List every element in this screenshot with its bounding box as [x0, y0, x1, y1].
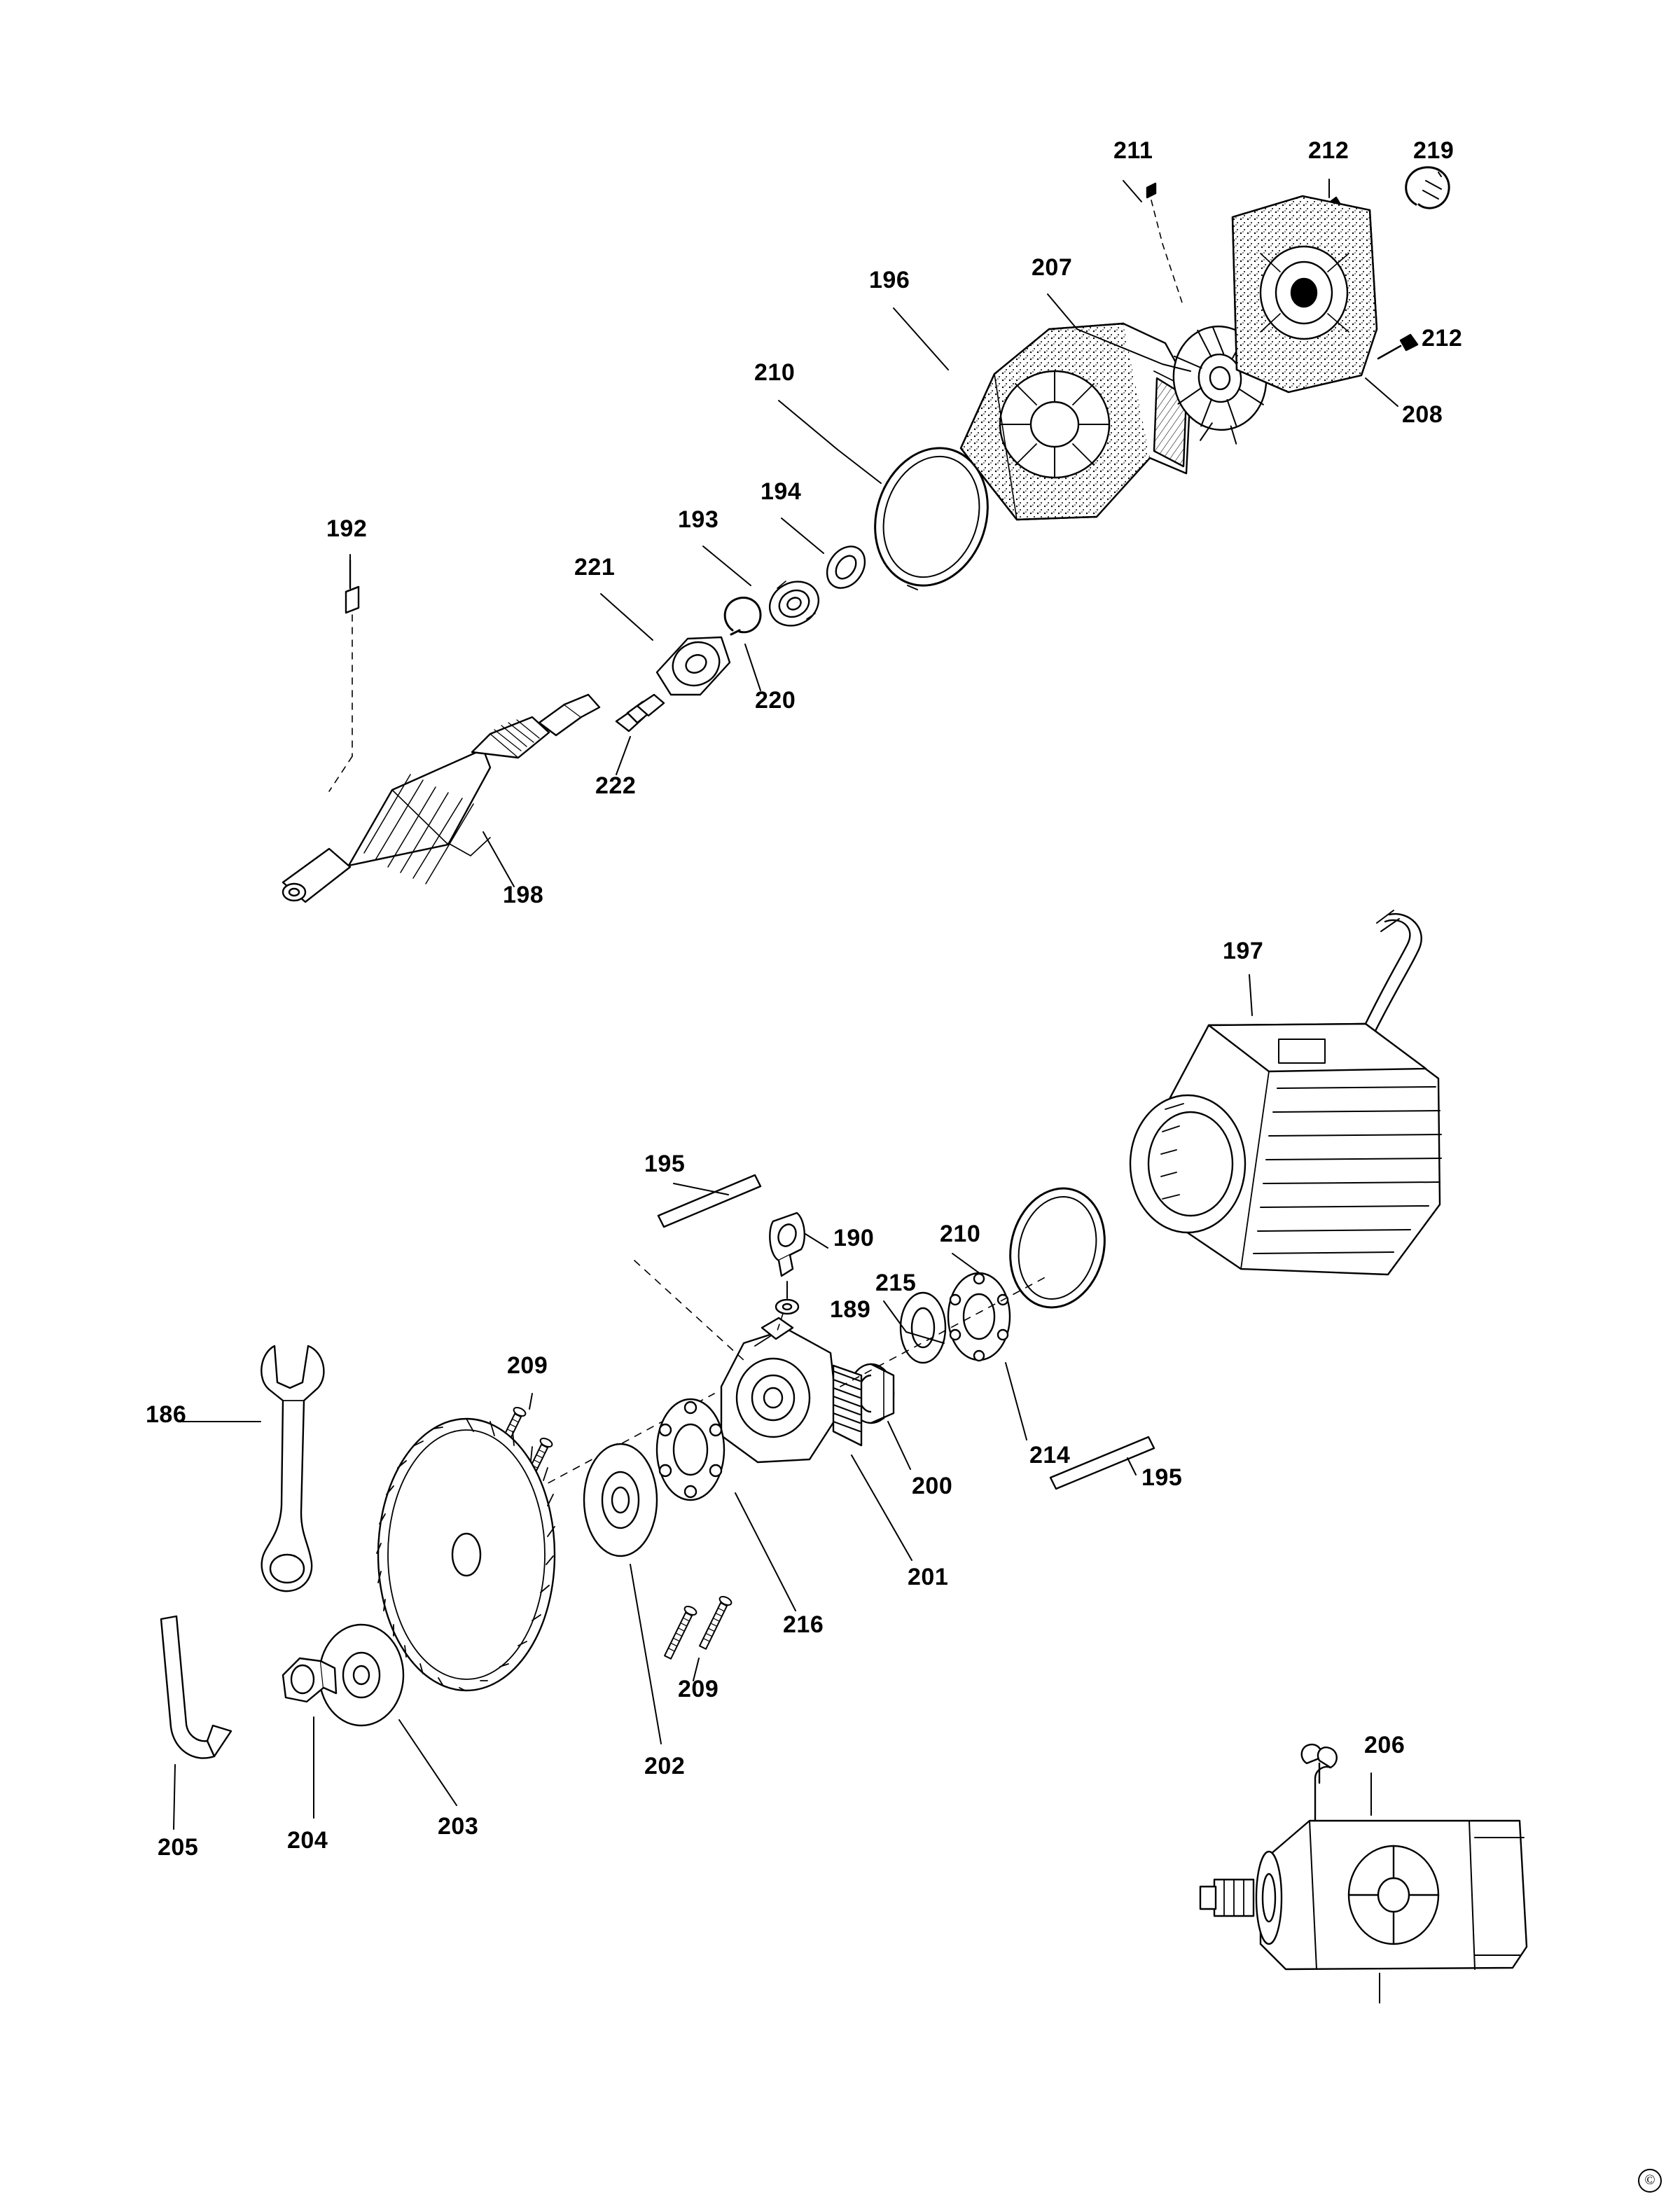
callout-221: 221 [574, 554, 616, 581]
callout-205: 205 [158, 1834, 199, 1861]
callout-208: 208 [1402, 401, 1443, 428]
callout-212-top: 212 [1308, 137, 1349, 164]
callout-197: 197 [1223, 938, 1264, 964]
callout-215: 215 [875, 1270, 917, 1296]
callout-201: 201 [908, 1564, 949, 1590]
callout-210-upper: 210 [754, 359, 796, 386]
callout-220: 220 [755, 687, 796, 714]
callout-209-lower: 209 [678, 1676, 719, 1702]
callout-198: 198 [503, 882, 544, 908]
callout-211: 211 [1113, 137, 1153, 164]
callout-202: 202 [644, 1753, 686, 1779]
callout-189: 189 [830, 1296, 871, 1323]
callout-193: 193 [678, 506, 719, 533]
callout-195-lower: 195 [1141, 1464, 1183, 1491]
callout-190: 190 [833, 1225, 875, 1251]
copyright-mark [1638, 2166, 1662, 2193]
callout-212-right: 212 [1422, 325, 1463, 352]
callout-214: 214 [1029, 1442, 1071, 1468]
callout-195-upper: 195 [644, 1151, 686, 1177]
callout-192: 192 [326, 515, 368, 542]
callout-219: 219 [1413, 137, 1455, 164]
callout-209-upper: 209 [507, 1352, 548, 1379]
callout-194: 194 [761, 478, 802, 505]
callout-210-lower: 210 [940, 1221, 981, 1247]
callout-203: 203 [438, 1813, 479, 1840]
callout-216: 216 [783, 1611, 824, 1638]
callout-206: 206 [1364, 1732, 1405, 1758]
callout-207: 207 [1032, 254, 1073, 281]
copyright-glyph: © [1638, 2169, 1662, 2193]
callout-204: 204 [287, 1827, 328, 1854]
callout-186: 186 [146, 1401, 187, 1428]
callout-196: 196 [869, 267, 910, 293]
callout-222: 222 [595, 772, 637, 799]
callout-200: 200 [912, 1473, 953, 1499]
